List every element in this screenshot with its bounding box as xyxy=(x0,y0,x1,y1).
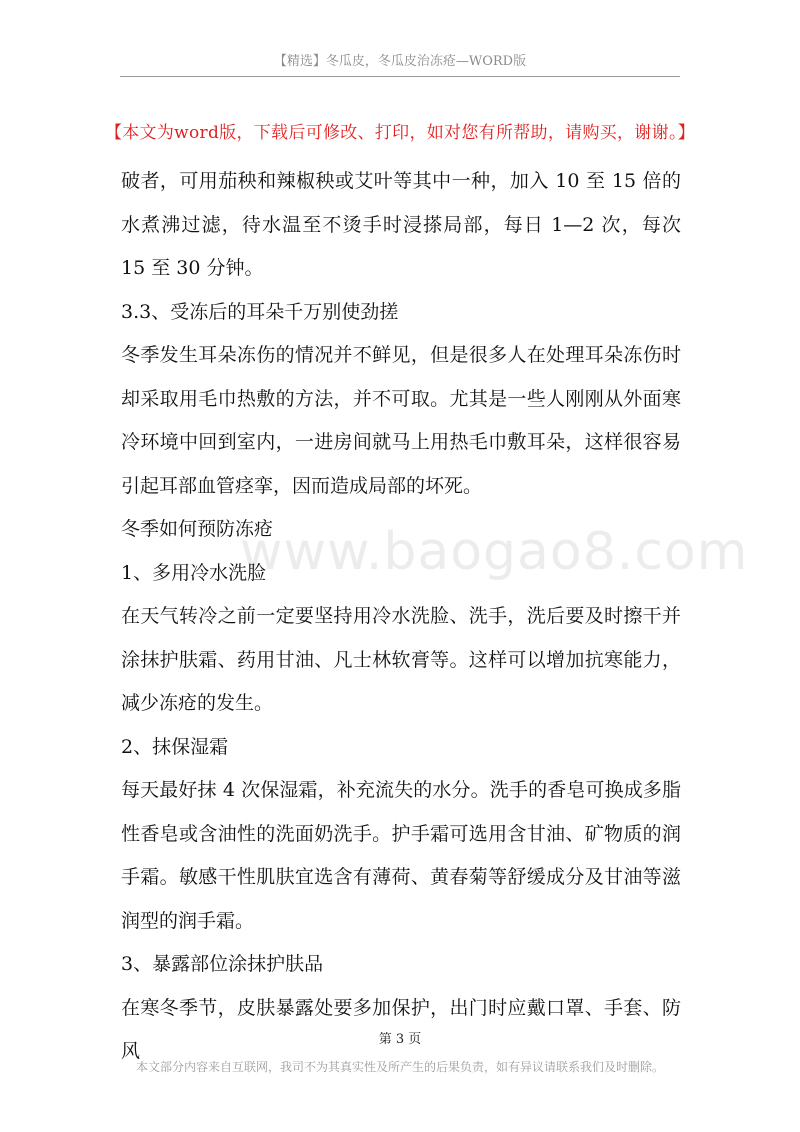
section-heading-3-3: 3.3、受冻后的耳朵千万别使劲搓 xyxy=(121,300,399,323)
paragraph-exposed-skin: 在寒冬季节，皮肤暴露处要多加保护，出门时应戴口罩、手套、防风 xyxy=(121,996,681,1062)
subheading-exposed-skin: 3、暴露部位涂抹护肤品 xyxy=(121,953,324,975)
watermark: www.baogao8.com xyxy=(240,522,749,582)
purchase-notice: 【本文为word版，下载后可修改、打印，如对您有所帮助，请购买，谢谢。】 xyxy=(104,123,696,143)
page-number: 第 3 页 xyxy=(378,1032,422,1047)
paragraph-ear-frostbite: 冬季发生耳朵冻伤的情况并不鲜见，但是很多人在处理耳朵冻伤时却采取用毛巾热敷的方法，并不可取。尤其是一些人刚刚从外面寒冷环境中回到室内，一进房间就马上用热毛巾敷耳朵，这样很容易引起耳部血管痉挛，因而造成局部的坏死。 xyxy=(121,344,681,497)
subheading-cold-water: 1、多用冷水洗脸 xyxy=(121,561,267,584)
subheading-moisturizer: 2、抹保湿霜 xyxy=(121,735,229,758)
header-rule xyxy=(120,76,680,77)
paragraph-treatment-continued: 破者，可用茄秧和辣椒秧或艾叶等其中一种，加入 10 至 15 倍的水煮沸过滤，待水温至不烫手时浸搽局部，每日 1—2 次，每次 15 至 30 分钟。 xyxy=(121,170,681,279)
section-heading-prevention: 冬季如何预防冻疮 xyxy=(121,518,274,540)
paragraph-moisturizer: 每天最好抹 4 次保湿霜，补充流失的水分。洗手的香皂可换成多脂性香皂或含油性的洗面奶洗手。护手霜可选用含甘油、矿物质的润手霜。敏感干性肌肤宜选含有薄荷、黄春菊等舒缓成分及甘油等滋润型的润手霜。 xyxy=(121,779,681,932)
document-body xyxy=(121,160,681,1074)
paragraph-cold-water: 在天气转冷之前一定要坚持用冷水洗脸、洗手，洗后要及时擦干并涂抹护肤霜、药用甘油、凡士林软膏等。这样可以增加抗寒能力，减少冻疮的发生。 xyxy=(121,605,681,714)
footer-disclaimer: 本文部分内容来自互联网，我司不为其真实性及所产生的后果负责，如有异议请联系我们及时删除。 xyxy=(135,1060,664,1074)
running-header: 【精选】冬瓜皮，冬瓜皮治冻疮—WORD版 xyxy=(273,54,527,69)
